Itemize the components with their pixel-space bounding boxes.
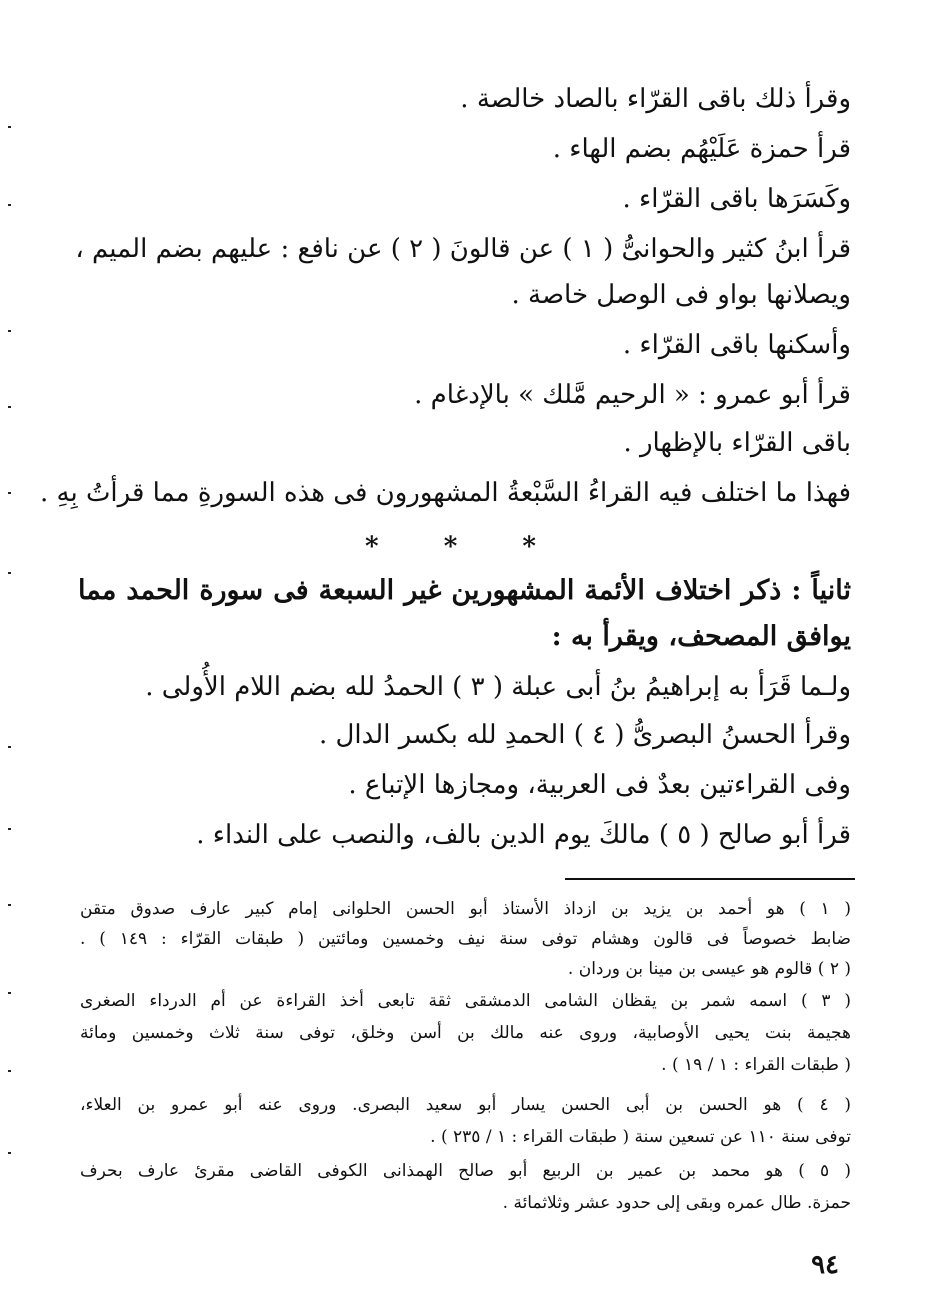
- page-number: ٩٤: [811, 1250, 839, 1280]
- footnote-line: ( ١ ) هو أحمد بن يزيد بن ازداذ الأستاذ أبو الحسن الحلوانى إمام كبير عارف صدوق متقن: [80, 899, 851, 919]
- footnote-line: ( ٤ ) هو الحسن بن أبى الحسن يسار أبو سعيد البصرى. وروى عنه أبو عمرو بن العلاء،: [80, 1095, 851, 1115]
- text-line: قرأ حمزة عَلَيْهُم بضم الهاء .: [552, 134, 851, 164]
- text-line: وقرأ ذلك باقى القرّاء بالصاد خالصة .: [460, 84, 851, 114]
- scan-speck: [8, 330, 11, 332]
- scan-speck: [8, 828, 11, 830]
- footnote-line: حمزة. طال عمره وبقى إلى حدود عشر وثلاثمائة .: [502, 1193, 851, 1213]
- footnote-line: ضابط خصوصاً فى قالون وهشام توفى سنة نيف وخمسين ومائتين ( طبقات القرّاء : ١٤٩ ) .: [80, 929, 851, 949]
- section-separator: * * *: [365, 532, 564, 562]
- text-line: قرأ أبو صالح ( ٥ ) مالكَ يوم الدين بالف، والنصب على النداء .: [196, 820, 851, 850]
- text-line: ويصلانها بواو فى الوصل خاصة .: [511, 280, 851, 310]
- scan-speck: [8, 904, 11, 906]
- footnote-line: ( ٣ ) اسمه شمر بن يقظان الشامى الدمشقى ثقة تابعى أخذ القراءة عن أم الدرداء الصغرى: [80, 991, 851, 1011]
- text-line: فهذا ما اختلف فيه القراءُ السَّبْعةُ المشهورون فى هذه السورةِ مما قرأتُ بِهِ .: [39, 478, 851, 508]
- text-line: قرأ ابنُ كثير والحوانىُّ ( ١ ) عن قالونَ ( ٢ ) عن نافع : عليهم بضم الميم ،: [75, 234, 851, 264]
- scan-speck: [8, 572, 11, 574]
- scan-speck: [8, 746, 11, 748]
- footnote-divider: [565, 878, 855, 880]
- section-heading: ثانياً : ذكر اختلاف الأئمة المشهورين غير السبعة فى سورة الحمد مما: [78, 575, 851, 606]
- scan-speck: [8, 204, 11, 206]
- footnote-line: هجيمة بنت يحيى الأوصابية، وروى عنه مالك بن أسن وخلق، توفى سنة ثلاث وخمسين ومائة: [80, 1023, 851, 1043]
- text-line: وقرأ الحسنُ البصرىُّ ( ٤ ) الحمدِ لله بكسر الدال .: [319, 720, 851, 750]
- scan-speck: [8, 992, 11, 994]
- scan-speck: [8, 406, 11, 408]
- scan-speck: [8, 1070, 11, 1072]
- scan-speck: [8, 1152, 11, 1154]
- footnote-line: ( ٥ ) هو محمد بن عمير بن الربيع أبو صالح الهمذانى الكوفى القاضى مقرئ عارف بحرف: [80, 1161, 851, 1181]
- section-heading-continued: يوافق المصحف، ويقرأ به :: [551, 621, 851, 652]
- footnote-line: توفى سنة ١١٠ عن تسعين سنة ( طبقات القراء : ١ / ٢٣٥ ) .: [430, 1127, 851, 1147]
- text-line: ولـما قَرَأ به إبراهيمُ بنُ أبى عبلة ( ٣ ) الحمدُ لله بضم اللام الأُولى .: [145, 672, 851, 702]
- text-line: وكَسَرَها باقى القرّاء .: [622, 184, 851, 214]
- scan-speck: [8, 492, 11, 494]
- text-line: وفى القراءتين بعدٌ فى العربية، ومجازها الإتباع .: [348, 770, 851, 800]
- text-line: قرأ أبو عمرو : « الرحيم مَّلك » بالإدغام .: [414, 380, 851, 410]
- text-line: باقى القرّاء بالإظهار .: [623, 428, 851, 458]
- scan-speck: [8, 126, 11, 128]
- text-line: وأسكنها باقى القرّاء .: [622, 330, 851, 360]
- footnote-line: ( ٢ ) قالوم هو عيسى بن مينا بن وردان .: [567, 959, 851, 979]
- footnote-line: ( طبقات القراء : ١ / ١٩ ) .: [661, 1055, 851, 1075]
